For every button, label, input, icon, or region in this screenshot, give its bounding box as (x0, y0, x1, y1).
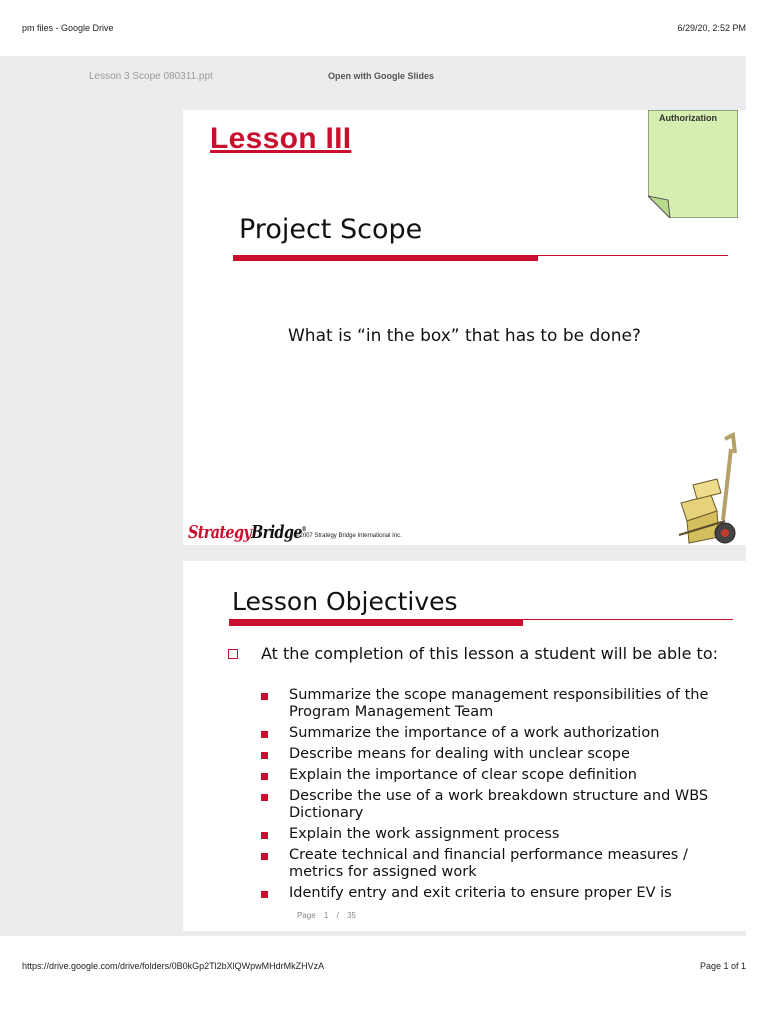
logo-text-bridge: Bridge (251, 522, 302, 543)
logo-registered-mark: ® (301, 526, 306, 533)
objective-item: Describe means for dealing with unclear scope (259, 746, 729, 763)
print-header-title: pm files - Google Drive (22, 23, 114, 33)
objectives-list (259, 687, 729, 906)
objective-item: Describe the use of a work breakdown structure and WBS Dictionary (259, 788, 729, 822)
page-indicator-current: 1 (323, 911, 329, 920)
page-indicator-separator: / (336, 911, 339, 920)
sticky-note-icon (648, 110, 738, 218)
objectives-title: Lesson Objectives (232, 587, 458, 616)
page-indicator-total: 35 (347, 911, 356, 920)
lesson-title: Lesson III (210, 122, 352, 155)
objectives-intro (228, 645, 728, 663)
print-header-datetime: 6/29/20, 2:52 PM (677, 23, 746, 33)
objectives-underline-line (523, 619, 733, 620)
strategy-bridge-logo (188, 522, 306, 543)
objectives-underline-bar (229, 619, 523, 626)
scope-question: What is “in the box” that has to be done? (288, 326, 641, 346)
objective-item: Explain the importance of clear scope definition (259, 767, 729, 784)
objective-item: Summarize the importance of a work authorization (259, 725, 729, 742)
page-indicator (297, 911, 356, 920)
file-name: Lesson 3 Scope 080311.ppt (89, 71, 213, 82)
page-indicator-label: Page (297, 911, 316, 920)
objective-item: Summarize the scope management responsibilities of the Program Management Team (259, 687, 729, 721)
objectives-intro-text: At the completion of this lesson a student will be able to: (261, 644, 719, 663)
scope-title: Project Scope (239, 214, 423, 245)
objective-item: Identify entry and exit criteria to ensure proper EV is (259, 885, 729, 902)
drive-file-viewer (0, 56, 746, 936)
slide-2 (183, 561, 746, 931)
objective-item: Explain the work assignment process (259, 826, 729, 843)
note-label: Authorization (659, 113, 717, 123)
copyright-text: ©2007 Strategy Bridge International Inc. (295, 533, 402, 539)
logo-text-strategy: Strategy (188, 522, 252, 543)
print-header (22, 23, 746, 33)
open-with-google-slides-button[interactable]: Open with Google Slides (328, 71, 435, 81)
title-underline-line (538, 255, 728, 256)
objective-item: Create technical and financial performance measures / metrics for assigned work (259, 847, 729, 881)
title-underline-bar (233, 255, 538, 261)
print-footer (22, 961, 746, 971)
print-footer-page-info: Page 1 of 1 (699, 961, 746, 971)
viewer-toolbar (0, 56, 746, 100)
hand-truck-boxes-icon (673, 425, 746, 545)
print-footer-url: https://drive.google.com/drive/folders/0B0kGp2Tl2bXlQWpwMHdrMkZHVzA (22, 961, 325, 971)
slide-1 (183, 110, 746, 545)
hollow-square-bullet-icon (228, 649, 238, 659)
